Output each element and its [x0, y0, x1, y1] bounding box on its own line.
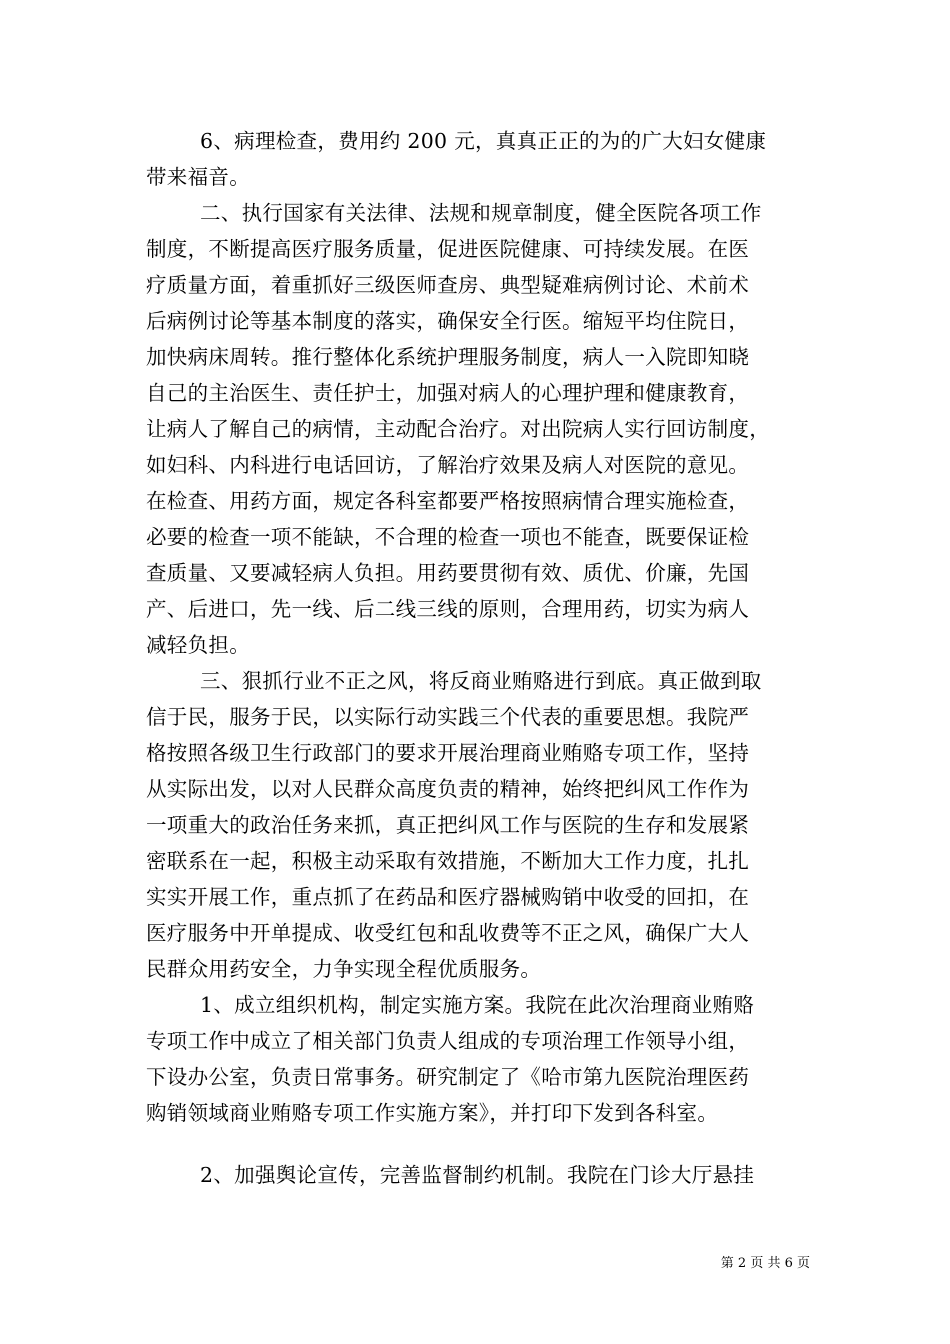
text-line: 6、病理检查，费用约 200 元，真真正正的为的广大妇女健康	[200, 129, 767, 153]
text-line: 专项工作中成立了相关部门负责人组成的专项治理工作领导小组，	[146, 1029, 750, 1053]
text-line: 密联系在一起，积极主动采取有效措施，不断加大工作力度，扎扎	[146, 849, 750, 873]
text-line: 医疗服务中开单提成、收受红包和乱收费等不正之风，确保广大人	[146, 921, 750, 945]
text-line: 加快病床周转。推行整体化系统护理服务制度，病人一入院即知晓	[146, 345, 750, 369]
text-line: 2、加强舆论宣传，完善监督制约机制。我院在门诊大厅悬挂	[200, 1163, 755, 1187]
text-line: 让病人了解自己的病情，主动配合治疗。对出院病人实行回访制度，	[146, 417, 770, 441]
text-line: 如妇科、内科进行电话回访，了解治疗效果及病人对医院的意见。	[146, 453, 750, 477]
text-line: 从实际出发，以对人民群众高度负责的精神，始终把纠风工作作为	[146, 777, 750, 801]
text-line: 疗质量方面，着重抓好三级医师查房、典型疑难病例讨论、术前术	[146, 273, 750, 297]
text-line: 三、狠抓行业不正之风，将反商业贿赂进行到底。真正做到取	[200, 669, 762, 693]
text-line: 带来福音。	[146, 165, 250, 189]
text-line: 自己的主治医生、责任护士，加强对病人的心理护理和健康教育，	[146, 381, 750, 405]
text-line: 1、成立组织机构，制定实施方案。我院在此次治理商业贿赂	[200, 993, 755, 1017]
text-line: 减轻负担。	[146, 633, 250, 657]
text-line: 民群众用药安全，力争实现全程优质服务。	[146, 957, 542, 981]
text-line: 下设办公室，负责日常事务。研究制定了《哈市第九医院治理医药	[146, 1065, 750, 1089]
page-number-footer: 第 2 页 共 6 页	[720, 1256, 810, 1271]
text-line: 实实开展工作，重点抓了在药品和医疗器械购销中收受的回扣，在	[146, 885, 750, 909]
text-line: 查质量、又要减轻病人负担。用药要贯彻有效、质优、价廉，先国	[146, 561, 750, 585]
text-line: 信于民，服务于民，以实际行动实践三个代表的重要思想。我院严	[146, 705, 750, 729]
text-line: 必要的检查一项不能缺，不合理的检查一项也不能查，既要保证检	[146, 525, 750, 549]
text-line: 一项重大的政治任务来抓，真正把纠风工作与医院的生存和发展紧	[146, 813, 750, 837]
text-line: 在检查、用药方面，规定各科室都要严格按照病情合理实施检查，	[146, 489, 750, 513]
text-line: 后病例讨论等基本制度的落实，确保安全行医。缩短平均住院日，	[146, 309, 750, 333]
text-line: 格按照各级卫生行政部门的要求开展治理商业贿赂专项工作，坚持	[146, 741, 750, 765]
text-line: 制度，不断提高医疗服务质量，促进医院健康、可持续发展。在医	[146, 237, 750, 261]
text-line: 产、后进口，先一线、后二线三线的原则，合理用药，切实为病人	[146, 597, 750, 621]
text-line: 购销领域商业贿赂专项工作实施方案》，并打印下发到各科室。	[146, 1101, 719, 1125]
text-line: 二、执行国家有关法律、法规和规章制度，健全医院各项工作	[200, 201, 762, 225]
